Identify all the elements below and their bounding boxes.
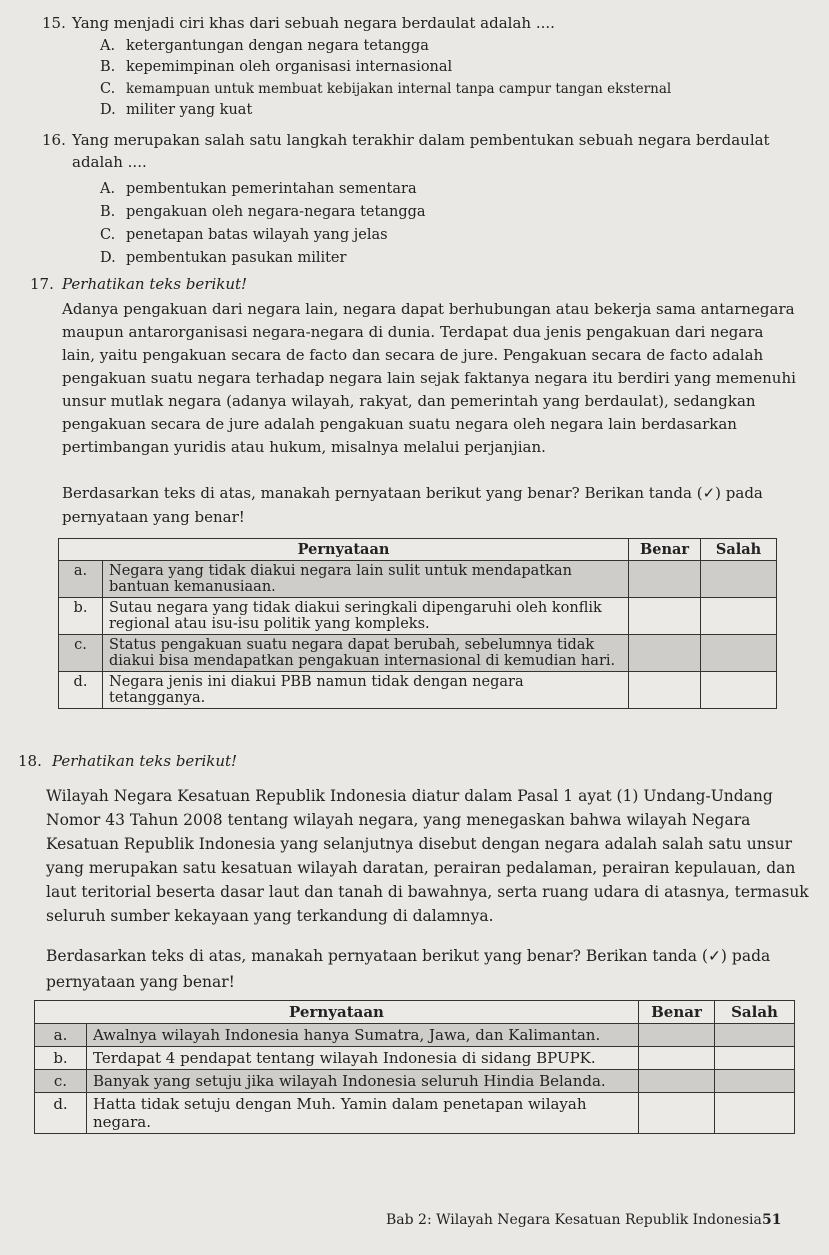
true-checkbox-cell[interactable]	[629, 635, 701, 672]
q17-paragraph-line: unsur mutlak negara (adanya wilayah, rakyat, dan pemerintah yang berdaulat), sedangkan	[62, 392, 756, 410]
table-row	[35, 1047, 795, 1070]
row-statement: Awalnya wilayah Indonesia hanya Sumatra, Jawa, dan Kalimantan.	[87, 1024, 639, 1047]
q18-header-true: Benar	[639, 1001, 715, 1024]
q17-paragraph-line: maupun antarorganisasi negara-negara di dunia. Terdapat dua jenis pengakuan dari negara	[62, 323, 764, 341]
q18-header-false: Salah	[715, 1001, 795, 1024]
q18-paragraph-line: Nomor 43 Tahun 2008 tentang wilayah negara, yang menegaskan bahwa wilayah Negara	[46, 811, 751, 829]
q18-header-statement: Pernyataan	[35, 1001, 639, 1024]
q16-option-c[interactable]: penetapan batas wilayah yang jelas	[126, 227, 388, 243]
row-letter: d.	[59, 672, 103, 709]
q16-question-line2: adalah ....	[72, 153, 147, 171]
q17-header-false: Salah	[701, 539, 777, 561]
q15-number: 15.	[42, 14, 66, 32]
q16-option-b-letter: B.	[100, 204, 116, 220]
q15-option-a-letter: A.	[100, 38, 116, 54]
q17-header-statement: Pernyataan	[59, 539, 629, 561]
row-letter: b.	[35, 1047, 87, 1070]
q16-option-a[interactable]: pembentukan pemerintahan sementara	[126, 181, 417, 197]
q17-paragraph-line: Adanya pengakuan dari negara lain, negara dapat berhubungan atau bekerja sama antarnegara	[62, 300, 795, 318]
row-statement: Terdapat 4 pendapat tentang wilayah Indonesia di sidang BPUPK.	[87, 1047, 639, 1070]
table-row	[59, 561, 777, 598]
q16-option-c-letter: C.	[100, 227, 116, 243]
true-checkbox-cell[interactable]	[629, 561, 701, 598]
q17-paragraph-line: pengakuan suatu negara terhadap negara lain sejak faktanya negara itu berdiri yang memenuhi	[62, 369, 796, 387]
table-row	[59, 635, 777, 672]
row-statement: Status pengakuan suatu negara dapat berubah, sebelumnya tidak diakui bisa mendapatkan pengakuan internasional di kemudian hari.	[103, 635, 629, 672]
row-statement: Sutau negara yang tidak diakui seringkali dipengaruhi oleh konflik regional atau isu-isu politik yang kompleks.	[103, 598, 629, 635]
footer-chapter-title: Bab 2: Wilayah Negara Kesatuan Republik Indonesia	[386, 1212, 762, 1228]
q18-number: 18.	[18, 752, 42, 770]
false-checkbox-cell[interactable]	[715, 1024, 795, 1047]
q18-prompt-line2: pernyataan yang benar!	[46, 973, 235, 991]
q18-prompt-line1: Berdasarkan teks di atas, manakah pernyataan berikut yang benar? Berikan tanda (✓) pada	[46, 947, 771, 965]
page-number: 51	[762, 1212, 782, 1228]
q16-number: 16.	[42, 131, 66, 149]
row-letter: d.	[35, 1093, 87, 1134]
q16-option-d-letter: D.	[100, 250, 116, 266]
q17-prompt-line1: Berdasarkan teks di atas, manakah pernyataan berikut yang benar? Berikan tanda (✓) pada	[62, 484, 763, 502]
q17-number: 17.	[30, 275, 54, 293]
q17-prompt-line2: pernyataan yang benar!	[62, 508, 245, 526]
q18-instruction: Perhatikan teks berikut!	[52, 752, 238, 770]
q18-paragraph-line: Kesatuan Republik Indonesia yang selanjutnya disebut dengan negara adalah salah satu unsur	[46, 835, 793, 853]
q17-paragraph-line: pengakuan secara de jure adalah pengakuan suatu negara oleh negara lain berdasarkan	[62, 415, 737, 433]
q18-statement-table	[34, 1000, 795, 1134]
q15-option-c[interactable]: kemampuan untuk membuat kebijakan internal tanpa campur tangan eksternal	[126, 81, 672, 97]
q16-option-d[interactable]: pembentukan pasukan militer	[126, 250, 347, 266]
q16-option-a-letter: A.	[100, 181, 116, 197]
q16-option-b[interactable]: pengakuan oleh negara-negara tetangga	[126, 204, 426, 220]
table-row	[35, 1093, 795, 1134]
false-checkbox-cell[interactable]	[701, 598, 777, 635]
table-row	[59, 672, 777, 709]
false-checkbox-cell[interactable]	[715, 1047, 795, 1070]
q15-option-b-letter: B.	[100, 59, 116, 75]
row-statement: Negara yang tidak diakui negara lain sulit untuk mendapatkan bantuan kemanusiaan.	[103, 561, 629, 598]
q17-paragraph-line: lain, yaitu pengakuan secara de facto dan secara de jure. Pengakuan secara de facto adalah	[62, 346, 764, 364]
q15-question: Yang menjadi ciri khas dari sebuah negara berdaulat adalah ....	[72, 14, 555, 32]
table-row	[35, 1070, 795, 1093]
q17-header-true: Benar	[629, 539, 701, 561]
true-checkbox-cell[interactable]	[639, 1070, 715, 1093]
q15-option-b[interactable]: kepemimpinan oleh organisasi internasional	[126, 59, 453, 75]
true-checkbox-cell[interactable]	[639, 1047, 715, 1070]
table-row	[59, 598, 777, 635]
q18-paragraph-line: Wilayah Negara Kesatuan Republik Indonesia diatur dalam Pasal 1 ayat (1) Undang-Undang	[46, 787, 773, 805]
row-letter: c.	[35, 1070, 87, 1093]
false-checkbox-cell[interactable]	[715, 1093, 795, 1134]
q17-statement-table	[58, 538, 777, 709]
q15-option-c-letter: C.	[100, 81, 116, 97]
q17-instruction: Perhatikan teks berikut!	[62, 275, 248, 293]
row-statement: Banyak yang setuju jika wilayah Indonesia seluruh Hindia Belanda.	[87, 1070, 639, 1093]
false-checkbox-cell[interactable]	[715, 1070, 795, 1093]
q18-paragraph-line: seluruh sumber kekayaan yang terkandung di dalamnya.	[46, 907, 494, 925]
row-letter: b.	[59, 598, 103, 635]
q15-option-a[interactable]: ketergantungan dengan negara tetangga	[126, 38, 429, 54]
row-letter: a.	[59, 561, 103, 598]
q15-option-d-letter: D.	[100, 102, 116, 118]
row-letter: a.	[35, 1024, 87, 1047]
true-checkbox-cell[interactable]	[639, 1024, 715, 1047]
q18-paragraph-line: laut teritorial beserta dasar laut dan tanah di bawahnya, serta ruang udara di atasnya, termasuk	[46, 883, 809, 901]
q16-question-line1: Yang merupakan salah satu langkah terakhir dalam pembentukan sebuah negara berdaulat	[72, 131, 770, 149]
false-checkbox-cell[interactable]	[701, 672, 777, 709]
false-checkbox-cell[interactable]	[701, 635, 777, 672]
row-statement: Hatta tidak setuju dengan Muh. Yamin dalam penetapan wilayah negara.	[87, 1093, 639, 1134]
table-row	[35, 1024, 795, 1047]
q17-paragraph-line: pertimbangan yuridis atau hukum, misalnya melalui perjanjian.	[62, 438, 546, 456]
true-checkbox-cell[interactable]	[629, 672, 701, 709]
row-letter: c.	[59, 635, 103, 672]
true-checkbox-cell[interactable]	[639, 1093, 715, 1134]
q15-option-d[interactable]: militer yang kuat	[126, 102, 253, 118]
false-checkbox-cell[interactable]	[701, 561, 777, 598]
true-checkbox-cell[interactable]	[629, 598, 701, 635]
q18-paragraph-line: yang merupakan satu kesatuan wilayah daratan, perairan pedalaman, perairan kepulauan, dan	[46, 859, 796, 877]
row-statement: Negara jenis ini diakui PBB namun tidak dengan negara tetangganya.	[103, 672, 629, 709]
